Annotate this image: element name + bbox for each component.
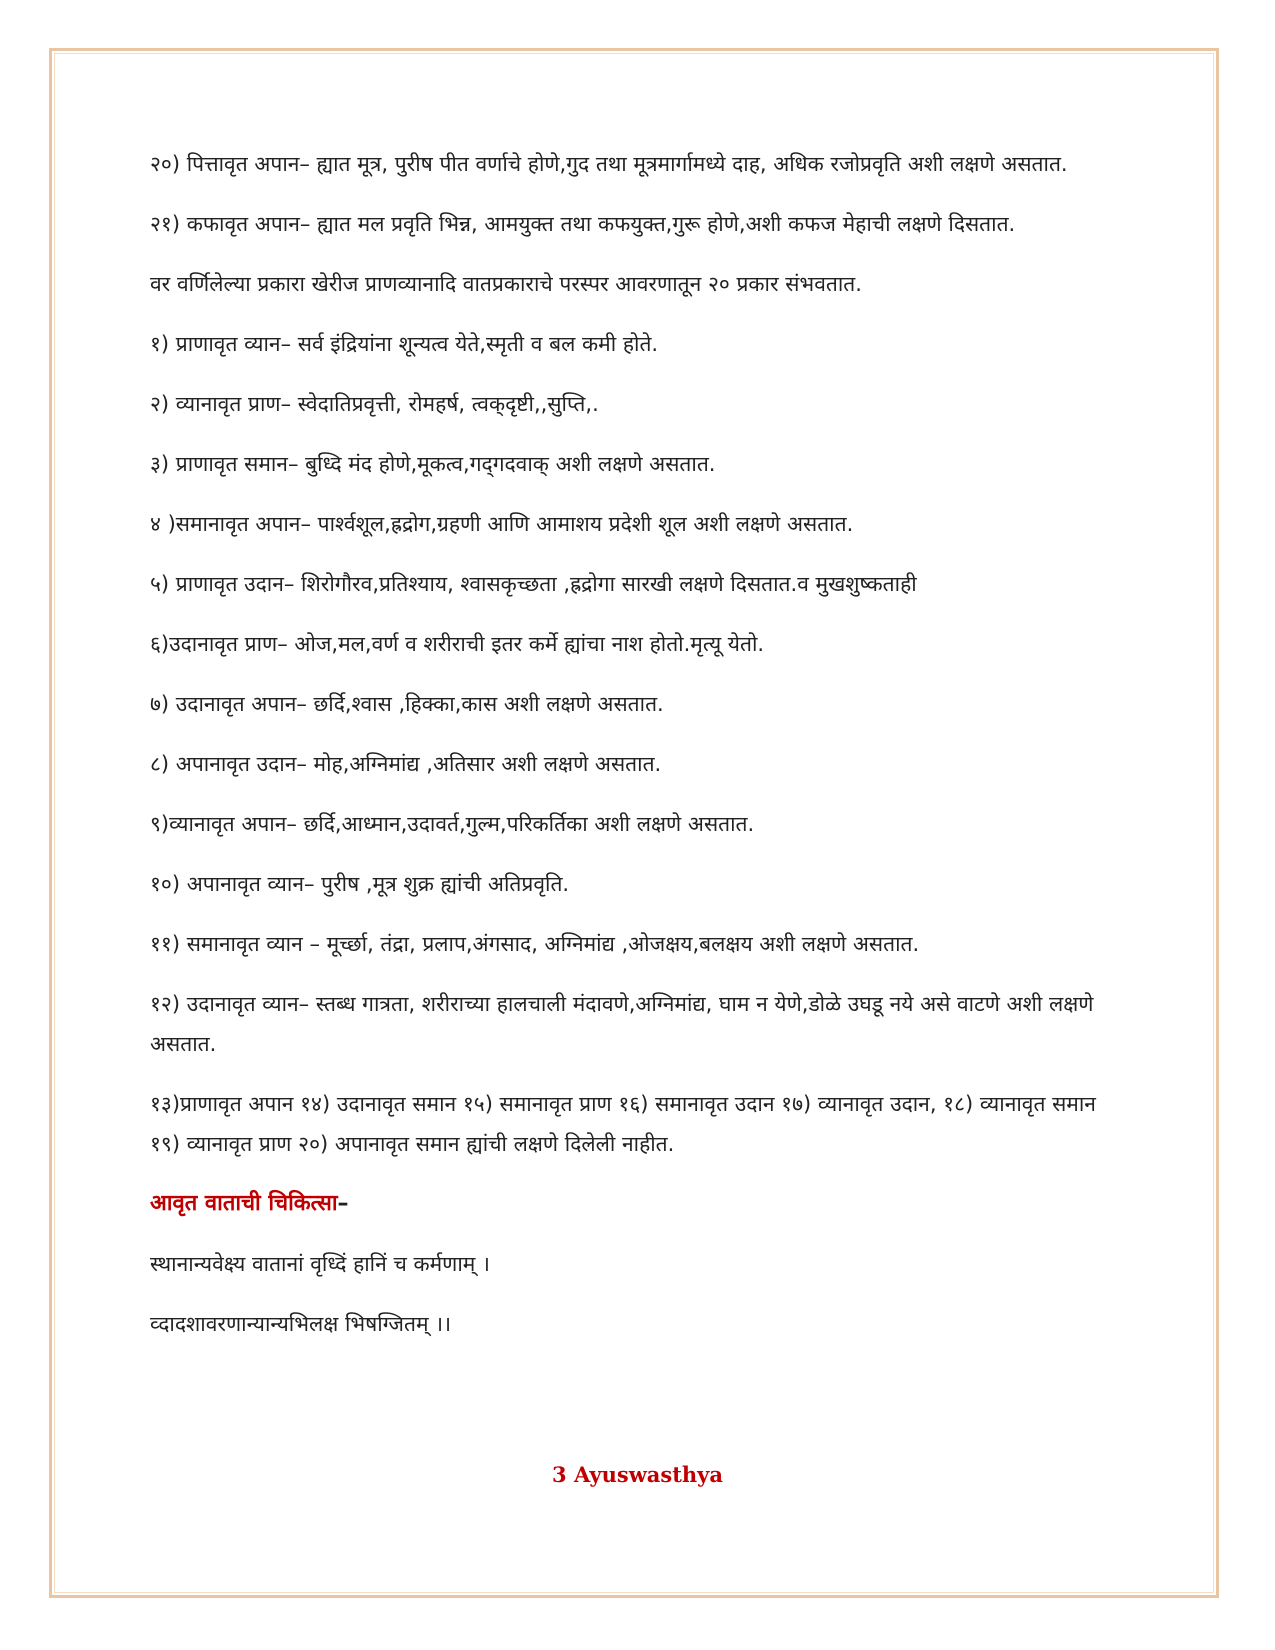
list-item-10: १०) अपानावृत व्यान– पुरीष ,मूत्र शुक्र ह्यांची अतिप्रवृति. bbox=[150, 872, 570, 896]
list-item-12: १२) उदानावृत व्यान– स्तब्ध गात्रता, शरीराच्या हालचाली मंदावणे,अग्निमांद्य, घाम न येणे,डोळे उघडू नये असे वाटणे अशी लक्षणे असतात. bbox=[150, 992, 1094, 1056]
paragraph-kaphavrut-apan: २१) कफावृत अपान– ह्यात मल प्रवृति भिन्न, आमयुक्त तथा कफयुक्त,गुरू होणे,अशी कफज मेहाची लक्षणे दिसतात. bbox=[150, 212, 1016, 236]
footer-title: Ayuswasthya bbox=[573, 1462, 723, 1487]
paragraph-pittavrut-apan: २०) पित्तावृत अपान– ह्यात मूत्र, पुरीष पीत वर्णाचे होणे,गुद तथा मूत्रमार्गामध्ये दाह, अधिक रजोप्रवृति अशी लक्षणे असतात. bbox=[150, 152, 1068, 176]
list-item-1: १) प्राणावृत व्यान– सर्व इंद्रियांना शून्यत्व येते,स्मृती व बल कमी होते. bbox=[150, 332, 659, 356]
verse-line-1: स्थानान्यवेक्ष्य वातानां वृध्दिं हानिं च कर्मणाम् । bbox=[150, 1252, 490, 1276]
paragraph-intro-20-types: वर वर्णिलेल्या प्रकारा खेरीज प्राणव्यानादि वातप्रकाराचे परस्पर आवरणातून २० प्रकार संभवतात. bbox=[150, 272, 862, 296]
section-heading bbox=[150, 1184, 1120, 1224]
list-item-9: ९)व्यानावृत अपान– छर्दि,आध्मान,उदावर्त,गुल्म,परिकर्तिका अशी लक्षणे असतात. bbox=[150, 812, 755, 836]
list-item-2: २) व्यानावृत प्राण– स्वेदातिप्रवृत्ती, रोमहर्ष, त्वक्‌दृष्टी,,सुप्ति,. bbox=[150, 392, 599, 416]
page-footer bbox=[0, 1462, 1275, 1487]
list-item-6: ६)उदानावृत प्राण– ओज,मल,वर्ण व शरीराची इतर कर्मे ह्यांचा नाश होतो.मृत्यू येतो. bbox=[150, 632, 765, 656]
section-heading-text: आवृत वाताची चिकित्सा bbox=[150, 1191, 338, 1216]
list-item-13-20: १३)प्राणावृत अपान १४) उदानावृत समान १५) समानावृत प्राण १६) समानावृत उदान १७) व्यानावृत उदान, १८) व्यानावृत समान १९) व्यानावृत प्राण २०) अपानावृत समान ह्यांची लक्षणे दिलेली नाहीत. bbox=[150, 1092, 1096, 1156]
list-item-8: ८) अपानावृत उदान– मोह,अग्निमांद्य ,अतिसार अशी लक्षणे असतात. bbox=[150, 752, 662, 776]
list-item-7: ७) उदानावृत अपान– छर्दि,श्वास ,हिक्का,कास अशी लक्षणे असतात. bbox=[150, 692, 664, 716]
document-body bbox=[150, 144, 1120, 1364]
section-heading-dash: – bbox=[337, 1191, 349, 1216]
list-item-4: ४ )समानावृत अपान– पार्श्वशूल,ह्रद्रोग,ग्रहणी आणि आमाशय प्रदेशी शूल अशी लक्षणे असतात. bbox=[150, 512, 854, 536]
list-item-11: ११) समानावृत व्यान – मूर्च्छा, तंद्रा, प्रलाप,अंगसाद, अग्निमांद्य ,ओजक्षय,बलक्षय अशी लक्षणे असतात. bbox=[150, 932, 920, 956]
page-number: 3 bbox=[552, 1462, 567, 1487]
verse-line-2: व्दादशावरणान्यान्यभिलक्ष भिषग्जितम् ।। bbox=[150, 1312, 452, 1336]
list-item-3: ३) प्राणावृत समान– बुध्दि मंद होणे,मूकत्व,गद्‌गदवाक्‌ अशी लक्षणे असतात. bbox=[150, 452, 716, 476]
list-item-5: ५) प्राणावृत उदान– शिरोगौरव,प्रतिश्याय, श्वासकृच्छता ,ह्रद्रोगा सारखी लक्षणे दिसतात.व मुखशुष्कताही bbox=[150, 572, 917, 596]
